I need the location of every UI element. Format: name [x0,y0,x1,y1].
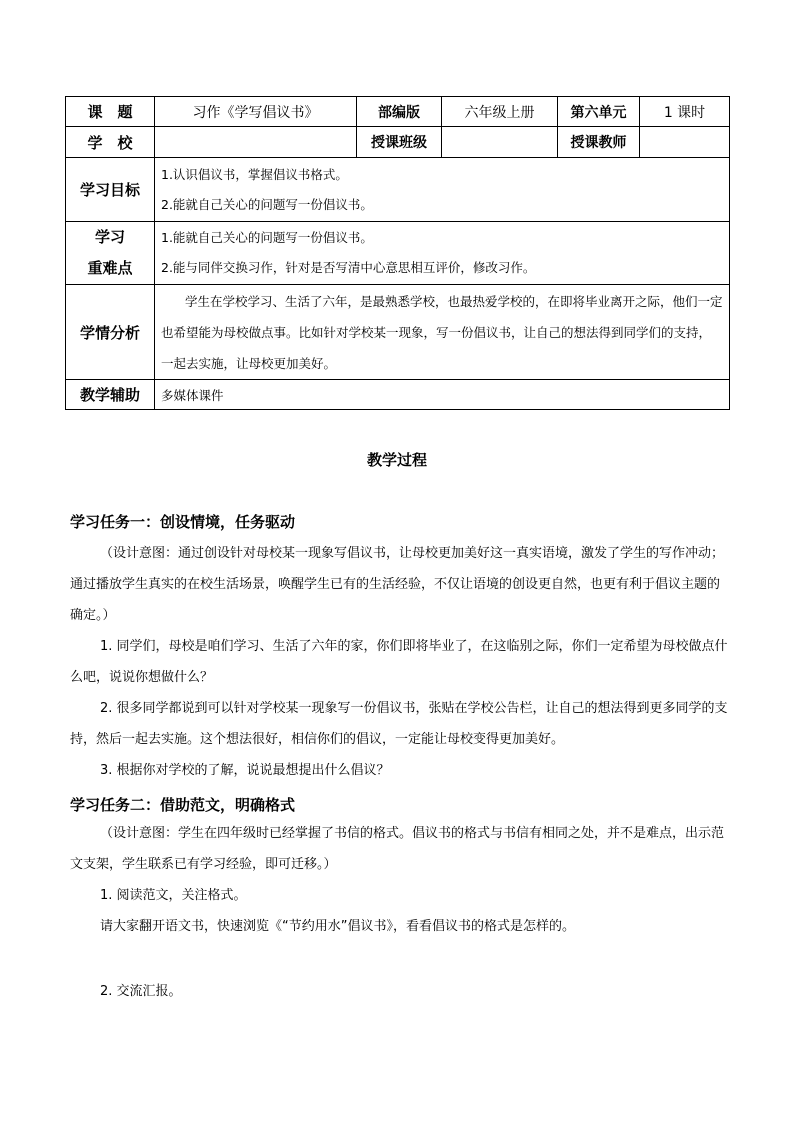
analysis-text: 学生在学校学习、生活了六年，是最熟悉学校，也最热爱学校的，在即将毕业离开之际，他们一定也希望能为母校做点事。比如针对学校某一现象，写一份倡议书，让自己的想法得到同学们的支持，一起去实施，让母校更加美好。 [155,285,730,380]
key-points-label-line2: 重难点 [87,259,133,277]
key-point-item: 1.能就自己关心的问题写一份倡议书。 [161,230,373,245]
row-school [66,127,730,158]
aids-label: 教学辅助 [66,380,155,410]
class-label: 授课班级 [357,127,442,158]
goal-item: 1.认识倡议书，掌握倡议书格式。 [161,166,348,182]
analysis-label: 学情分析 [66,285,155,380]
task2-title: 学习任务二：借助范文，明确格式 [70,796,296,814]
class-value [442,127,558,158]
aids-text: 多媒体课件 [155,380,730,410]
task2-step-2: 2. 交流汇报。 [100,984,182,999]
task1-title: 学习任务一：创设情境，任务驱动 [70,513,296,531]
key-points-label-line1: 学习 [94,228,125,246]
goals-label: 学习目标 [66,158,155,222]
edition: 部编版 [357,97,442,127]
row-goals [66,158,730,222]
row-topic [66,97,730,127]
grade: 六年级上册 [442,97,558,127]
task1-design-note: （设计意图：通过创设针对母校某一现象写倡议书，让母校更加美好这一真实语境，激发了学生的写作冲动；通过播放学生真实的在校生活场景，唤醒学生已有的生活经验，不仅让语境的创设更自然，也更有利于倡议主题的确定。） [70,546,725,623]
task2-design-note: （设计意图：学生在四年级时已经掌握了书信的格式。倡议书的格式与书信有相同之处，并不是难点，出示范文支架，学生联系已有学习经验，即可迁移。） [70,826,725,872]
key-points-label [66,222,155,285]
task2-step-1: 1. 阅读范文，关注格式。 [100,888,247,903]
row-aids [66,380,730,410]
task1-step-1: 1. 同学们，母校是咱们学习、生活了六年的家，你们即将毕业了，在这临别之际，你们一定希望为母校做点什么吧，说说你想做什么？ [70,639,728,685]
task2-step-1-detail: 请大家翻开语文书，快速浏览《“节约用水”倡议书》，看看倡议书的格式是怎样的。 [100,919,575,934]
teacher-label: 授课教师 [558,127,640,158]
topic-label: 课 题 [66,97,155,127]
row-key-points [66,222,730,285]
unit: 第六单元 [558,97,640,127]
lesson-info-table [65,96,730,410]
school-label: 学 校 [66,127,155,158]
goal-item: 2.能就自己关心的问题写一份倡议书。 [161,196,373,212]
process-title: 教学过程 [366,451,427,469]
goals-content [155,158,730,222]
topic-title: 习作《学写倡议书》 [155,97,357,127]
key-points-content [155,222,730,285]
hours: 1 课时 [640,97,730,127]
row-analysis [66,285,730,380]
school-value [155,127,357,158]
key-point-item: 2.能与同伴交换习作，针对是否写清中心意思相互评价，修改习作。 [161,260,536,275]
task1-step-3: 3. 根据你对学校的了解，说说最想提出什么倡议？ [100,763,390,778]
task1-step-2: 2. 很多同学都说到可以针对学校某一现象写一份倡议书，张贴在学校公告栏，让自己的想法得到更多同学的支持，然后一起去实施。这个想法很好，相信你们的倡议，一定能让母校变得更加美好。 [70,701,728,747]
teacher-value [640,127,730,158]
